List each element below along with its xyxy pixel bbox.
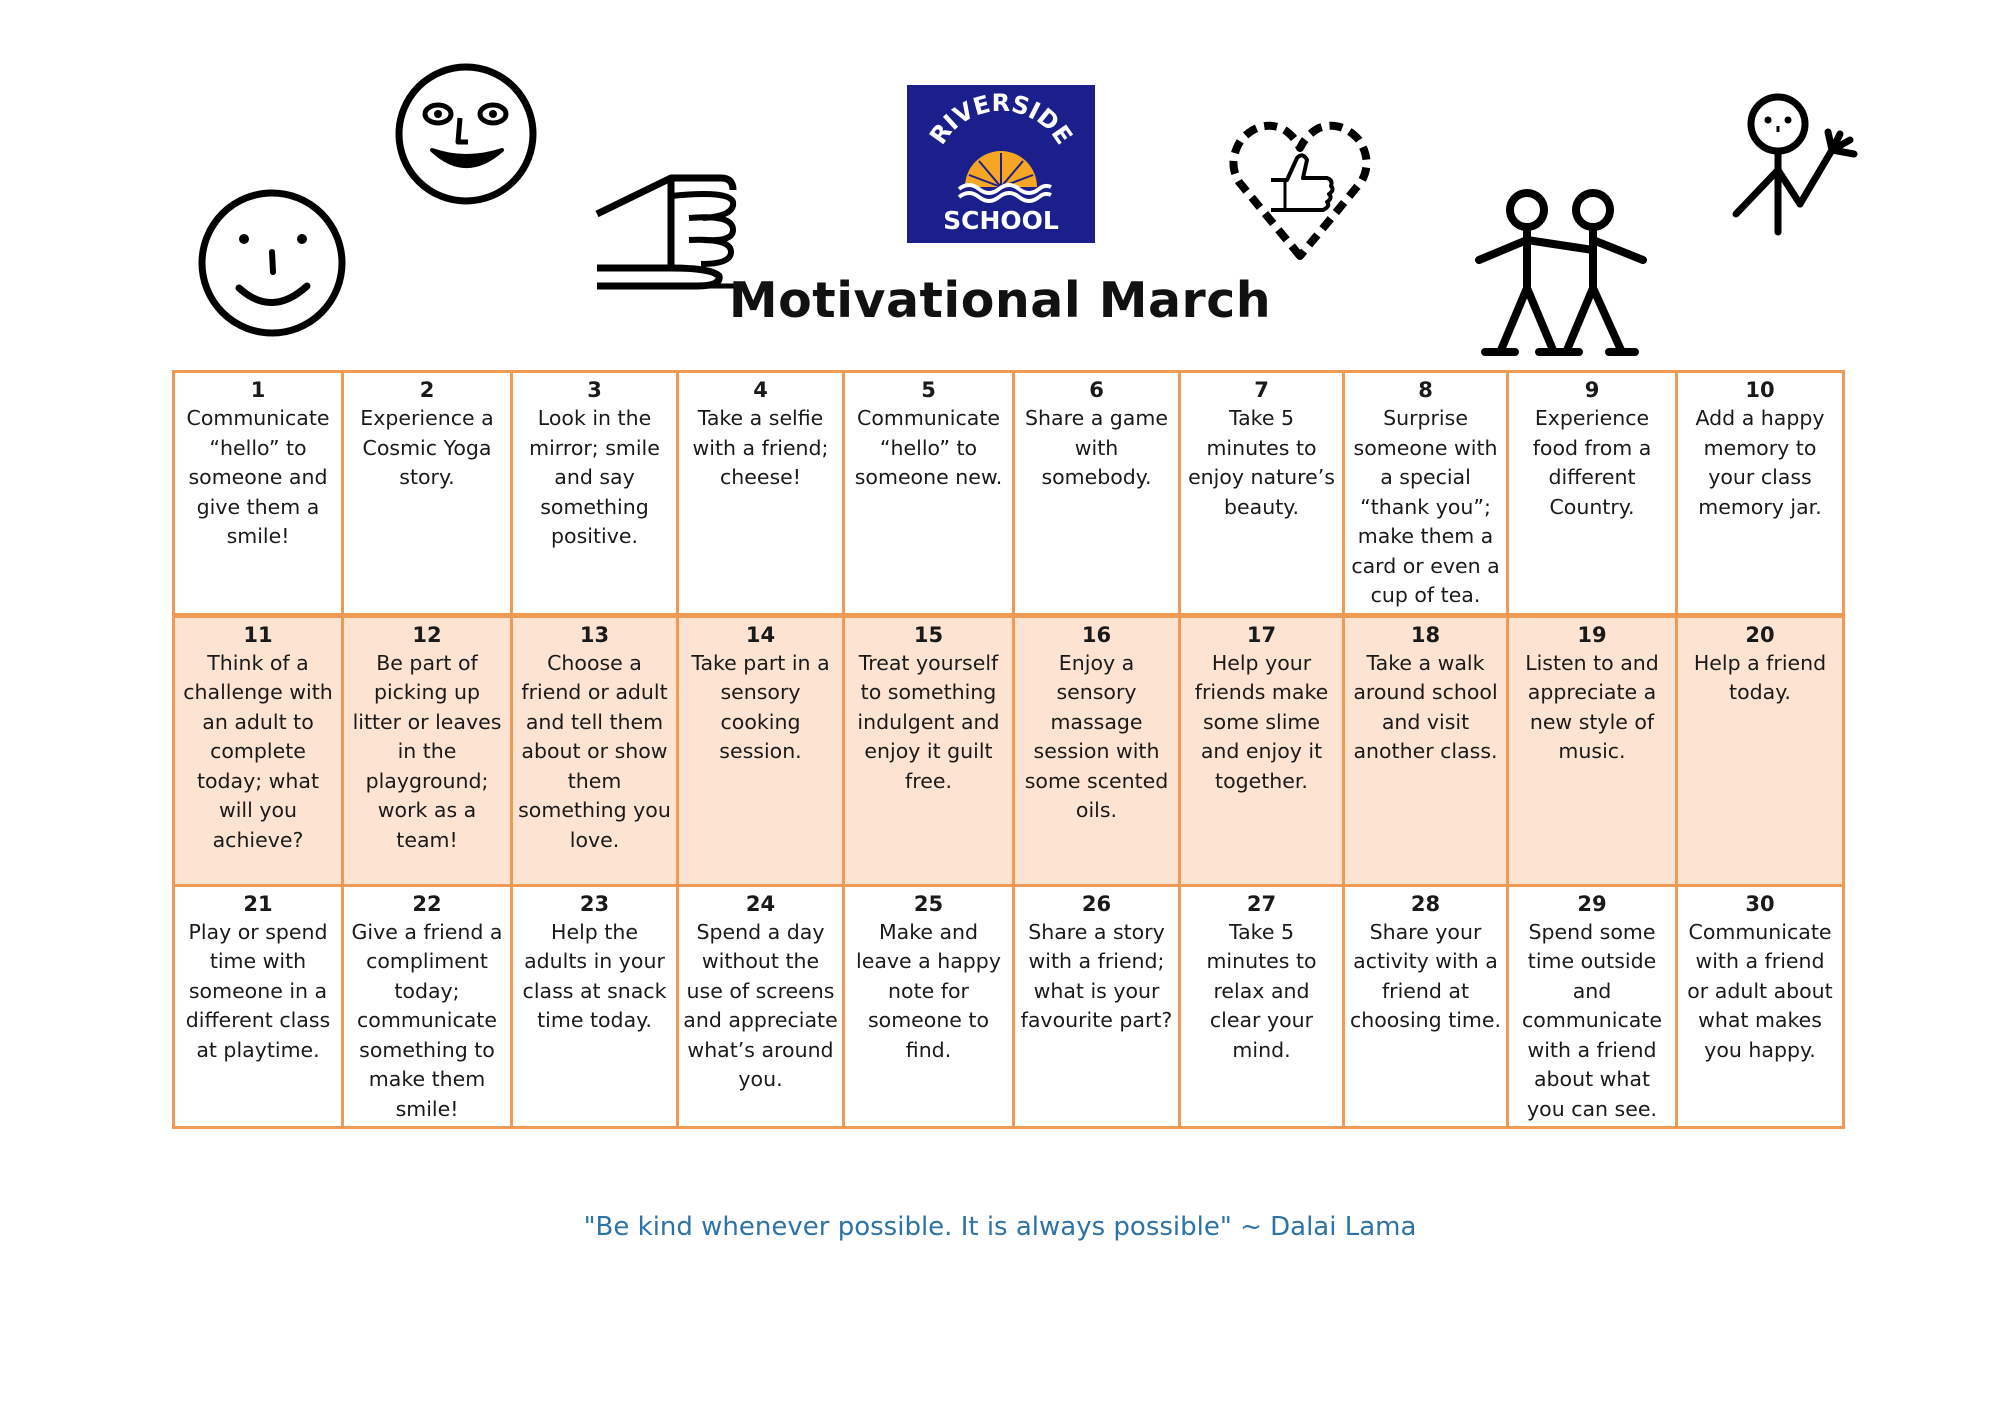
page-title: Motivational March <box>728 272 1272 329</box>
calendar-row <box>174 615 1844 885</box>
calendar-day-cell <box>1344 615 1508 885</box>
svg-text:RIVERSIDE <box>924 89 1078 150</box>
calendar-day-cell <box>1677 615 1844 885</box>
calendar-day-cell <box>1180 885 1344 1128</box>
day-number: 20 <box>1745 622 1775 647</box>
calendar-day-cell <box>1344 885 1508 1128</box>
calendar-day-cell <box>512 615 678 885</box>
day-number: 2 <box>419 378 435 402</box>
day-number: 19 <box>1577 622 1607 647</box>
day-activity: Take a selfie with a friend; cheese! <box>692 406 829 489</box>
day-number: 10 <box>1745 378 1775 402</box>
calendar-day-cell <box>1180 372 1344 616</box>
day-number: 17 <box>1246 622 1277 647</box>
calendar-day-cell <box>512 885 678 1128</box>
day-activity: Share your activity with a friend at choosing time. <box>1349 919 1502 1032</box>
calendar-row <box>174 885 1844 1128</box>
day-number: 15 <box>913 622 944 647</box>
day-number: 18 <box>1410 622 1441 647</box>
day-activity: Communicate “hello” to someone and give them a smile! <box>186 406 330 548</box>
day-number: 4 <box>753 378 768 402</box>
calendar-day-cell <box>1508 372 1677 616</box>
calendar-day-cell <box>1677 372 1844 616</box>
day-activity: Communicate “hello” to someone new. <box>854 406 1003 489</box>
logo-top-text: RIVERSIDE <box>924 88 1078 150</box>
day-number: 24 <box>745 891 776 916</box>
day-activity: Help your friends make some slime and enjoy it together. <box>1194 650 1329 793</box>
day-activity: Choose a friend or adult and tell them about or show them something you love. <box>518 650 671 852</box>
calendar-day-cell <box>678 372 844 616</box>
day-number: 6 <box>1089 378 1104 402</box>
day-number: 30 <box>1745 891 1775 916</box>
day-number: 28 <box>1410 891 1441 916</box>
day-activity: Take part in a sensory cooking session. <box>691 650 830 763</box>
day-number: 9 <box>1584 378 1600 402</box>
day-number: 12 <box>412 622 442 647</box>
day-activity: Think of a challenge with an adult to complete today; what will you achieve? <box>183 650 333 852</box>
big-smile-face-icon <box>394 62 538 206</box>
activity-calendar <box>172 370 1845 1129</box>
day-activity: Take 5 minutes to enjoy nature’s beauty. <box>1188 406 1335 519</box>
day-activity: Look in the mirror; smile and say something positive. <box>529 406 660 548</box>
day-number: 11 <box>243 622 273 647</box>
calendar-day-cell <box>1014 885 1180 1128</box>
day-number: 7 <box>1254 378 1269 402</box>
day-activity: Add a happy memory to your class memory jar. <box>1695 406 1825 519</box>
day-activity: Communicate with a friend or adult about what makes you happy. <box>1687 919 1833 1062</box>
logo-bottom-text: SCHOOL <box>943 206 1059 235</box>
day-number: 1 <box>250 378 266 402</box>
day-activity: Experience a Cosmic Yoga story. <box>360 406 494 489</box>
day-number: 22 <box>412 891 442 916</box>
calendar-day-cell <box>174 372 343 616</box>
day-activity: Enjoy a sensory massage session with some scented oils. <box>1024 650 1169 822</box>
day-number: 8 <box>1418 378 1433 402</box>
calendar-day-cell <box>1344 372 1508 616</box>
calendar-day-cell <box>844 885 1014 1128</box>
day-number: 5 <box>921 378 936 402</box>
school-logo <box>907 85 1095 243</box>
calendar-day-cell <box>1508 885 1677 1128</box>
quote: "Be kind whenever possible. It is always possible" ~ Dalai Lama <box>583 1212 1417 1242</box>
day-number: 13 <box>579 622 610 647</box>
day-number: 23 <box>579 891 610 916</box>
calendar-day-cell <box>343 615 512 885</box>
day-activity: Help the adults in your class at snack time today. <box>522 919 667 1032</box>
calendar-day-cell <box>1014 372 1180 616</box>
day-activity: Give a friend a compliment today; communicate something to make them smile! <box>351 919 503 1121</box>
day-activity: Listen to and appreciate a new style of music. <box>1525 650 1659 763</box>
day-activity: Surprise someone with a special “thank you”; make them a card or even a cup of tea. <box>1351 406 1500 607</box>
day-number: 3 <box>587 378 602 402</box>
calendar-day-cell <box>174 885 343 1128</box>
day-activity: Be part of picking up litter or leaves in the playground; work as a team! <box>352 650 502 852</box>
day-activity: Share a story with a friend; what is your favourite part? <box>1020 919 1173 1032</box>
day-activity: Experience food from a different Country. <box>1532 406 1652 519</box>
calendar-day-cell <box>844 372 1014 616</box>
calendar-day-cell <box>1508 615 1677 885</box>
calendar-day-cell <box>844 615 1014 885</box>
day-number: 16 <box>1081 622 1112 647</box>
calendar-day-cell <box>1180 615 1344 885</box>
day-activity: Help a friend today. <box>1693 650 1827 704</box>
calendar-row <box>174 372 1844 616</box>
day-number: 25 <box>913 891 944 916</box>
day-activity: Spend some time outside and communicate with a friend about what you can see. <box>1522 919 1662 1121</box>
calendar-day-cell <box>678 615 844 885</box>
calendar-day-cell <box>343 372 512 616</box>
day-activity: Share a game with somebody. <box>1025 406 1168 489</box>
day-number: 29 <box>1577 891 1607 916</box>
waving-person-icon <box>1728 92 1858 242</box>
heart-thumbs-up-icon <box>1227 118 1373 264</box>
calendar-day-cell <box>1014 615 1180 885</box>
calendar-day-cell <box>1677 885 1844 1128</box>
day-activity: Take a walk around school and visit another class. <box>1353 650 1498 763</box>
calendar-day-cell <box>174 615 343 885</box>
day-number: 26 <box>1081 891 1112 916</box>
day-number: 21 <box>243 891 273 916</box>
day-activity: Spend a day without the use of screens and appreciate what’s around you. <box>683 919 838 1091</box>
day-number: 27 <box>1246 891 1277 916</box>
day-activity: Take 5 minutes to relax and clear your mind. <box>1206 919 1317 1062</box>
calendar-day-cell <box>343 885 512 1128</box>
day-number: 14 <box>745 622 776 647</box>
calendar-day-cell <box>678 885 844 1128</box>
calendar-day-cell <box>512 372 678 616</box>
day-activity: Play or spend time with someone in a different class at playtime. <box>185 919 331 1062</box>
day-activity: Treat yourself to something indulgent and enjoy it guilt free. <box>857 650 1000 793</box>
day-activity: Make and leave a happy note for someone to find. <box>856 919 1001 1062</box>
